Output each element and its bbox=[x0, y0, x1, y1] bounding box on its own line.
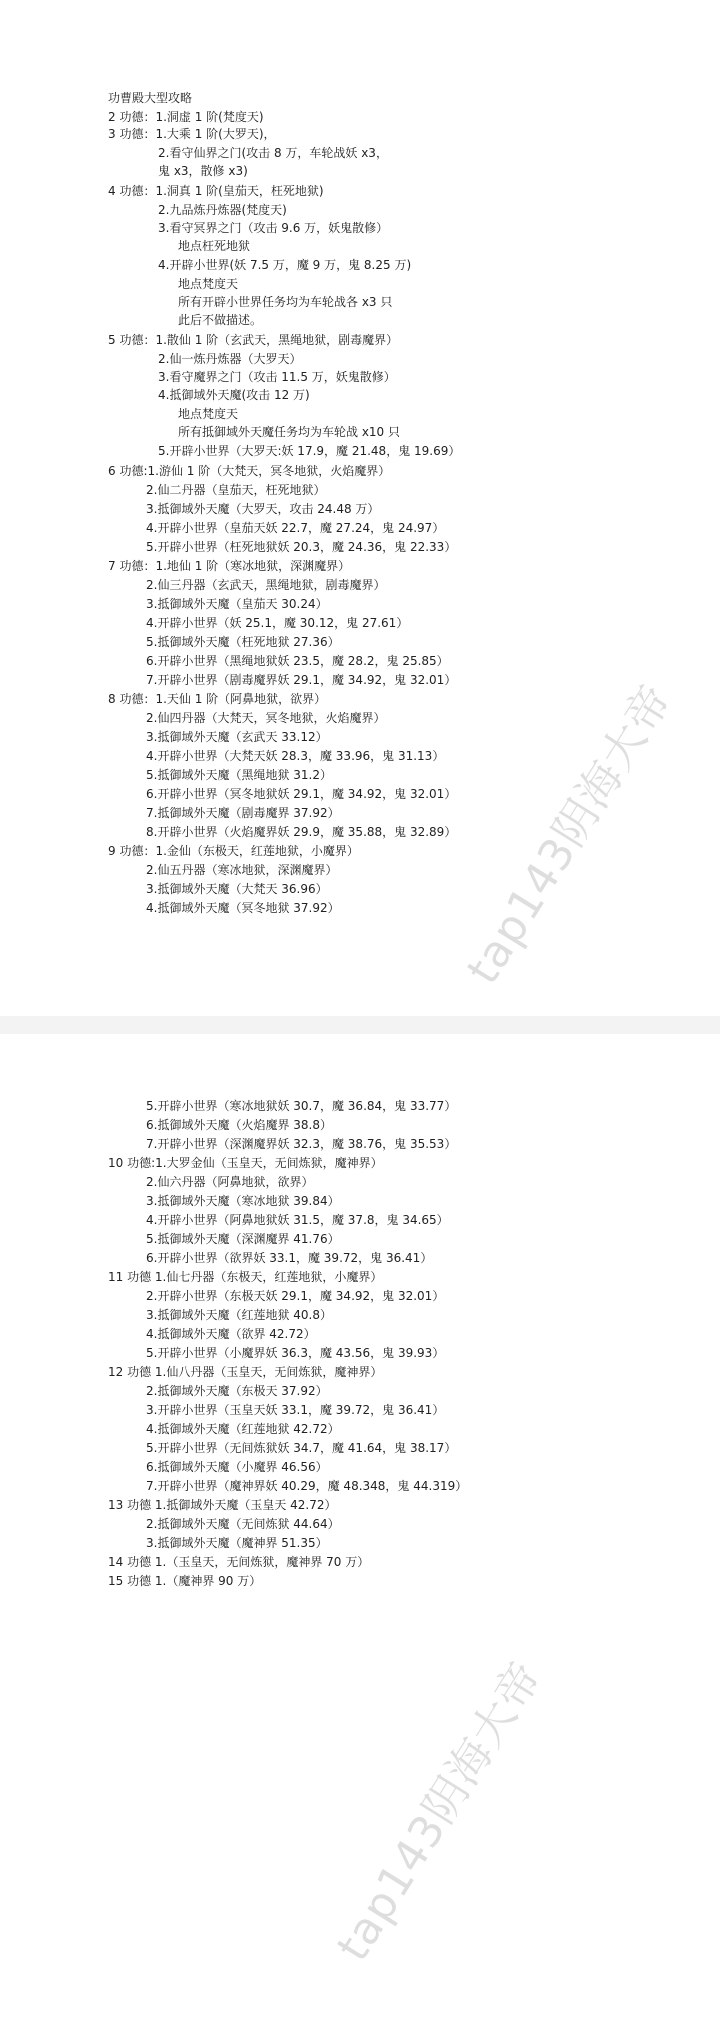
text-line: 地点枉死地狱 bbox=[178, 239, 251, 253]
text-line: 14 功德 1.（玉皇天，无间炼狱，魔神界 70 万） bbox=[108, 1555, 370, 1569]
text-line: 4.抵御域外天魔（红莲地狱 42.72） bbox=[146, 1422, 340, 1436]
watermark: tap143阴海大帝 bbox=[457, 675, 682, 993]
text-line: 3.看守魔界之门（攻击 11.5 万，妖鬼散修） bbox=[158, 370, 396, 384]
text-line: 12 功德 1.仙八丹器（玉皇天，无间炼狱，魔神界） bbox=[108, 1365, 383, 1379]
document-title: 功曹殿大型攻略 bbox=[108, 91, 193, 105]
text-line: 3.抵御域外天魔（玄武天 33.12） bbox=[146, 730, 328, 744]
text-line: 2.仙六丹器（阿鼻地狱，欲界） bbox=[146, 1175, 314, 1189]
text-line: 3.抵御域外天魔（寒冰地狱 39.84） bbox=[146, 1194, 340, 1208]
text-line: 2.看守仙界之门(攻击 8 万，车轮战妖 x3， bbox=[158, 146, 388, 160]
text-line: 3.开辟小世界（玉皇天妖 33.1，魔 39.72，鬼 36.41） bbox=[146, 1403, 445, 1417]
text-line: 3 功德：1.大乘 1 阶(大罗天)， bbox=[108, 127, 276, 141]
text-line: 13 功德 1.抵御域外天魔（玉皇天 42.72） bbox=[108, 1498, 337, 1512]
text-line: 5 功德：1.散仙 1 阶（玄武天，黑绳地狱，剧毒魔界） bbox=[108, 333, 399, 347]
text-line: 4.开辟小世界（大梵天妖 28.3，魔 33.96，鬼 31.13） bbox=[146, 749, 445, 763]
text-line: 6.开辟小世界（黑绳地狱妖 23.5，魔 28.2，鬼 25.85） bbox=[146, 654, 449, 668]
text-line: 5.开辟小世界（枉死地狱妖 20.3，魔 24.36，鬼 22.33） bbox=[146, 540, 457, 554]
text-line: 4.开辟小世界(妖 7.5 万，魔 9 万，鬼 8.25 万) bbox=[158, 258, 412, 272]
text-line: 3.抵御域外天魔（大梵天 36.96） bbox=[146, 882, 328, 896]
text-line: 3.抵御域外天魔（魔神界 51.35） bbox=[146, 1536, 328, 1550]
text-line: 4.抵御域外天魔(攻击 12 万) bbox=[158, 388, 310, 402]
text-line: 3.抵御域外天魔（皇茄天 30.24） bbox=[146, 597, 328, 611]
text-line: 11 功德 1.仙七丹器（东极天，红莲地狱，小魔界） bbox=[108, 1270, 383, 1284]
watermark-2: tap143阴海大帝 bbox=[327, 1652, 552, 1970]
text-line: 2.仙五丹器（寒冰地狱，深渊魔界） bbox=[146, 863, 338, 877]
text-line: 2.九品炼丹炼器(梵度天) bbox=[158, 203, 287, 217]
text-line: 10 功德:1.大罗金仙（玉皇天，无间炼狱，魔神界） bbox=[108, 1156, 383, 1170]
text-line: 5.开辟小世界（无间炼狱妖 34.7，魔 41.64，鬼 38.17） bbox=[146, 1441, 457, 1455]
text-line: 地点梵度天 bbox=[178, 407, 239, 421]
text-line: 4.开辟小世界（妖 25.1，魔 30.12，鬼 27.61） bbox=[146, 616, 409, 630]
text-line: 2.开辟小世界（东极天妖 29.1，魔 34.92，鬼 32.01） bbox=[146, 1289, 445, 1303]
text-line: 2.仙三丹器（玄武天，黑绳地狱，剧毒魔界） bbox=[146, 578, 386, 592]
text-line: 5.抵御域外天魔（黑绳地狱 31.2） bbox=[146, 768, 332, 782]
text-line: 4.抵御域外天魔（欲界 42.72） bbox=[146, 1327, 316, 1341]
text-line: 5.开辟小世界（小魔界妖 36.3，魔 43.56，鬼 39.93） bbox=[146, 1346, 445, 1360]
text-line: 3.抵御域外天魔（大罗天，攻击 24.48 万） bbox=[146, 502, 380, 516]
text-line: 2 功德：1.洞虚 1 阶(梵度天) bbox=[108, 110, 264, 124]
text-line: 5.开辟小世界（大罗天:妖 17.9，魔 21.48，鬼 19.69） bbox=[158, 444, 461, 458]
text-line: 6.抵御域外天魔（小魔界 46.56） bbox=[146, 1460, 328, 1474]
text-line: 5.抵御域外天魔（深渊魔界 41.76） bbox=[146, 1232, 340, 1246]
text-line: 8 功德：1.天仙 1 阶（阿鼻地狱，欲界） bbox=[108, 692, 327, 706]
text-line: 2.仙一炼丹炼器（大罗天） bbox=[158, 352, 302, 366]
text-line: 6.开辟小世界（冥冬地狱妖 29.1，魔 34.92，鬼 32.01） bbox=[146, 787, 457, 801]
document-page-2 bbox=[0, 1034, 720, 2038]
text-line: 9 功德：1.金仙（东极天，红莲地狱，小魔界） bbox=[108, 844, 359, 858]
text-line: 6 功德:1.游仙 1 阶（大梵天，冥冬地狱，火焰魔界） bbox=[108, 464, 391, 478]
text-line: 7.开辟小世界（魔神界妖 40.29，魔 48.348，鬼 44.319） bbox=[146, 1479, 468, 1493]
text-line: 7.开辟小世界（剧毒魔界妖 29.1，魔 34.92，鬼 32.01） bbox=[146, 673, 457, 687]
text-line: 4 功德：1.洞真 1 阶(皇茄天，枉死地狱) bbox=[108, 184, 324, 198]
text-line: 8.开辟小世界（火焰魔界妖 29.9，魔 35.88，鬼 32.89） bbox=[146, 825, 457, 839]
text-line: 7.抵御域外天魔（剧毒魔界 37.92） bbox=[146, 806, 340, 820]
text-line: 5.抵御域外天魔（枉死地狱 27.36） bbox=[146, 635, 340, 649]
text-line: 15 功德 1.（魔神界 90 万） bbox=[108, 1574, 262, 1588]
document-page-1 bbox=[0, 0, 720, 1016]
text-line: 7 功德：1.地仙 1 阶（寒冰地狱，深渊魔界） bbox=[108, 559, 351, 573]
text-line: 所有抵御域外天魔任务均为车轮战 x10 只 bbox=[178, 425, 401, 439]
text-line: 5.开辟小世界（寒冰地狱妖 30.7，魔 36.84，鬼 33.77） bbox=[146, 1099, 457, 1113]
text-line: 3.抵御域外天魔（红莲地狱 40.8） bbox=[146, 1308, 332, 1322]
text-line: 4.抵御域外天魔（冥冬地狱 37.92） bbox=[146, 901, 340, 915]
text-line: 所有开辟小世界任务均为车轮战各 x3 只 bbox=[178, 295, 393, 309]
text-line: 4.开辟小世界（皇茄天妖 22.7，魔 27.24，鬼 24.97） bbox=[146, 521, 445, 535]
text-line: 6.开辟小世界（欲界妖 33.1，魔 39.72，鬼 36.41） bbox=[146, 1251, 433, 1265]
text-line: 此后不做描述。 bbox=[178, 313, 263, 327]
text-line: 地点梵度天 bbox=[178, 277, 239, 291]
text-line: 7.开辟小世界（深渊魔界妖 32.3，魔 38.76，鬼 35.53） bbox=[146, 1137, 457, 1151]
text-line: 6.抵御域外天魔（火焰魔界 38.8） bbox=[146, 1118, 332, 1132]
text-line: 2.抵御域外天魔（东极天 37.92） bbox=[146, 1384, 328, 1398]
text-line: 鬼 x3，散修 x3) bbox=[158, 164, 248, 178]
text-line: 2.仙二丹器（皇茄天，枉死地狱） bbox=[146, 483, 326, 497]
text-line: 4.开辟小世界（阿鼻地狱妖 31.5，魔 37.8，鬼 34.65） bbox=[146, 1213, 449, 1227]
text-line: 2.仙四丹器（大梵天，冥冬地狱，火焰魔界） bbox=[146, 711, 386, 725]
text-line: 3.看守冥界之门（攻击 9.6 万，妖鬼散修） bbox=[158, 221, 389, 235]
text-line: 2.抵御域外天魔（无间炼狱 44.64） bbox=[146, 1517, 340, 1531]
